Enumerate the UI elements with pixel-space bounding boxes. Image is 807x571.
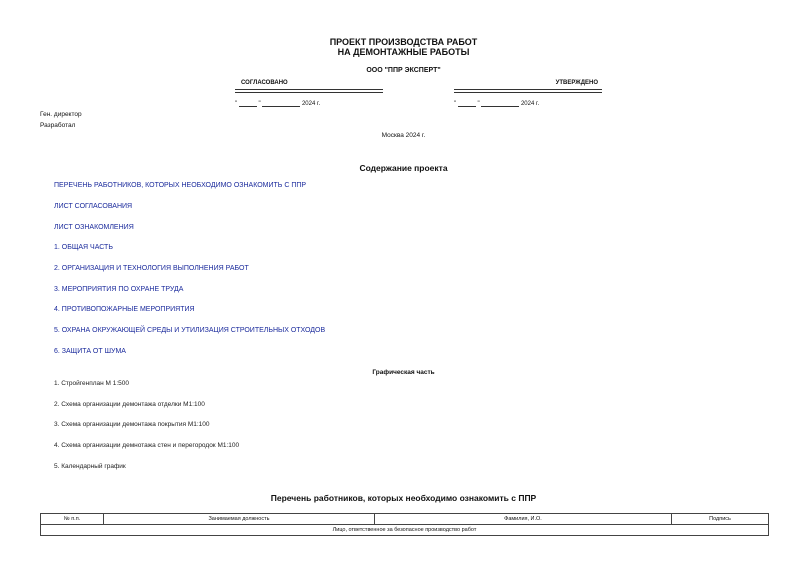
date-year: 2024 г. — [301, 101, 321, 107]
toc-link-approval-sheet[interactable]: ЛИСТ СОГЛАСОВАНИЯ — [54, 203, 133, 210]
day-blank — [239, 99, 257, 107]
city-year: Москва 2024 г. — [381, 132, 426, 139]
graphic-part-title: Графическая часть — [372, 369, 435, 376]
company-name: ООО "ППР ЭКСПЕРТ" — [366, 67, 441, 74]
graphic-item: 5. Календарный график — [54, 463, 126, 470]
col-name: Фамилия, И.О. — [375, 514, 672, 525]
toc-link-familiarization-sheet[interactable]: ЛИСТ ОЗНАКОМЛЕНИЯ — [54, 224, 134, 231]
col-number: № п.п. — [41, 514, 104, 525]
agreed-date-row — [235, 99, 383, 107]
approved-block — [454, 80, 602, 107]
graphic-item: 4. Схема организации демнотажа стен и перегородок М1:100 — [54, 442, 240, 449]
toc-link-staff-list[interactable]: ПЕРЕЧЕНЬ РАБОТНИКОВ, КОТОРЫХ НЕОБХОДИМО ОЗНАКОМИТЬ С ППР — [54, 182, 307, 189]
date-year: 2024 г. — [520, 101, 540, 107]
col-position: Занимаемая должность — [104, 514, 375, 525]
toc-link-organization[interactable]: 2. ОРГАНИЗАЦИЯ И ТЕХНОЛОГИЯ ВЫПОЛНЕНИЯ РАБОТ — [54, 265, 249, 272]
staff-list-title: Перечень работников, которых необходимо ознакомить с ППР — [270, 493, 537, 503]
agreed-label: СОГЛАСОВАНО — [241, 80, 288, 86]
day-blank — [458, 99, 476, 107]
agreed-block — [235, 80, 383, 107]
col-signature: Подпись — [672, 514, 769, 525]
agreed-signature-lines — [235, 89, 383, 95]
date-quote-close: " — [258, 101, 261, 107]
toc-link-fire-safety[interactable]: 4. ПРОТИВОПОЖАРНЫЕ МЕРОПРИЯТИЯ — [54, 306, 195, 313]
responsible-person-row: Лицо, ответственное за безопасное производство работ — [41, 525, 769, 536]
table-row — [41, 525, 769, 536]
table-header-row — [41, 514, 769, 525]
doc-title-line1: ПРОЕКТ ПРОИЗВОДСТВА РАБОТ — [329, 37, 478, 47]
developer-label: Разработал — [40, 122, 76, 129]
month-blank — [481, 99, 519, 107]
month-blank — [262, 99, 300, 107]
date-quote-open: " — [235, 101, 238, 107]
director-label: Ген. директор — [40, 111, 82, 118]
graphic-item: 1. Стройгенплан М 1:500 — [54, 380, 130, 387]
doc-title-line2: НА ДЕМОНТАЖНЫЕ РАБОТЫ — [337, 47, 470, 57]
approved-label: УТВЕРЖДЕНО — [555, 80, 598, 86]
date-quote-close: " — [477, 101, 480, 107]
toc-link-general-part[interactable]: 1. ОБЩАЯ ЧАСТЬ — [54, 244, 113, 251]
toc-link-labor-safety[interactable]: 3. МЕРОПРИЯТИЯ ПО ОХРАНЕ ТРУДА — [54, 286, 184, 293]
date-quote-open: " — [454, 101, 457, 107]
staff-table — [40, 513, 769, 536]
approved-signature-lines — [454, 89, 602, 95]
toc-link-noise[interactable]: 6. ЗАЩИТА ОТ ШУМА — [54, 348, 126, 355]
toc-link-environment[interactable]: 5. ОХРАНА ОКРУЖАЮЩЕЙ СРЕДЫ И УТИЛИЗАЦИЯ СТРОИТЕЛЬНЫХ ОТХОДОВ — [54, 327, 326, 334]
graphic-item: 3. Схема организации демонтажа покрытия М1:100 — [54, 421, 210, 428]
graphic-item: 2. Схема организации демонтажа отделки М1:100 — [54, 401, 205, 408]
toc-title: Содержание проекта — [359, 163, 448, 173]
approved-date-row — [454, 99, 602, 107]
